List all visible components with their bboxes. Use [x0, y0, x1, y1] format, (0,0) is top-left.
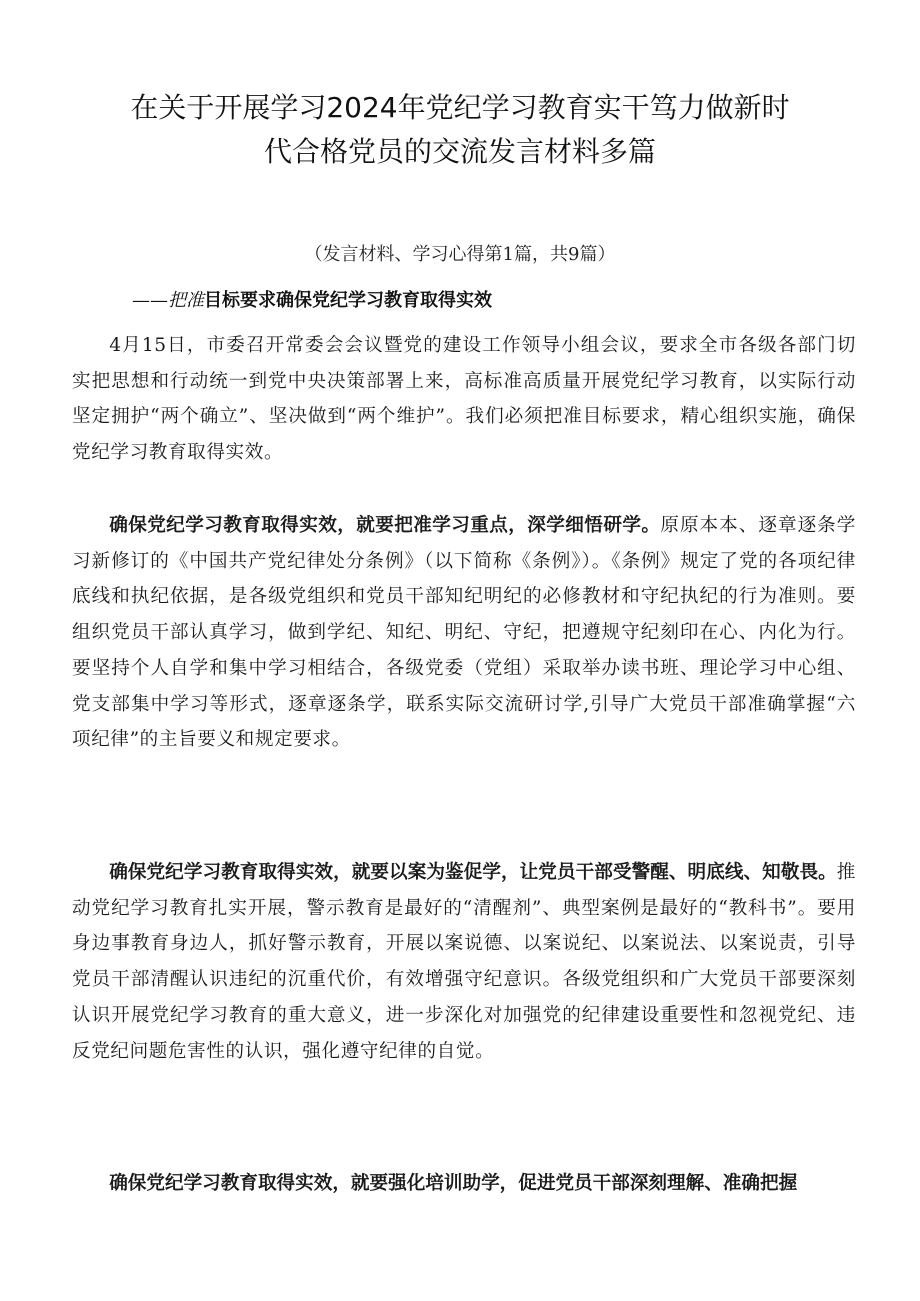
section-heading-text: 目标要求确保党纪学习教育取得实效 [204, 290, 492, 311]
document-title-line-1: 在关于开展学习2024年党纪学习教育实干笃力做新时 [130, 91, 790, 124]
paragraph-2 [72, 508, 856, 758]
paragraph-3-text: 推动党纪学习教育扎实开展，警示教育是最好的“清醒剂”、典型案例是最好的“教科书”。要用身边事教育身边人，抓好警示教育，开展以案说德、以案说纪、以案说法、以案说责，引导党员干部清醒认识违纪的沉重代价，有效增强守纪意识。各级党组织和广大党员干部要深刻认识开展党纪学习教育的重大意义，进一步深化对加强党的纪律建设重要性和忽视党纪、违反党纪问题危害性的认识，强化遵守纪律的自觉。 [72, 862, 856, 1062]
section-heading-dash: —— [132, 290, 168, 311]
paragraph-2-text: 原原本本、逐章逐条学习新修订的《中国共产党纪律处分条例》（以下简称《条例》）。《条例》规定了党的各项纪律底线和执纪依据，是各级党组织和党员干部知纪明纪的必修教材和守纪执纪的行为准则。要组织党员干部认真学习，做到学纪、知纪、明纪、守纪，把遵规守纪刻印在心、内化为行。要坚持个人自学和集中学习相结合，各级党委（党组）采取举办读书班、理论学习中心组、党支部集中学习等形式，逐章逐条学，联系实际交流研讨学,引导广大党员干部准确掌握“六项纪律”的主旨要义和规定要求。 [72, 515, 856, 751]
paragraph-3 [72, 855, 856, 1069]
document-title-line-2: 代合格党员的交流发言材料多篇 [263, 135, 656, 168]
document-subtitle: （发言材料、学习心得第1篇，共9篇） [304, 244, 616, 265]
paragraph-3-lead: 确保党纪学习教育取得实效，就要以案为鉴促学，让党员干部受警醒、明底线、知敬畏。 [109, 862, 837, 883]
paragraph-2-lead: 确保党纪学习教育取得实效，就要把准学习重点，深学细悟研学。 [109, 515, 661, 536]
paragraph-1-text: 4月15日，市委召开常委会会议暨党的建设工作领导小组会议，要求全市各级各部门切实把思想和行动统一到党中央决策部署上来，高标准高质量开展党纪学习教育，以实际行动坚定拥护“两个确立”、坚决做到“两个维护”。我们必须把准目标要求，精心组织实施，确保党纪学习教育取得实效。 [72, 335, 856, 464]
section-heading-lead: 把准 [168, 290, 204, 311]
paragraph-4-lead: 确保党纪学习教育取得实效，就要强化培训助学，促进党员干部深刻理解、准确把握 [109, 1173, 798, 1194]
section-heading [132, 286, 852, 316]
paragraph-1 [72, 328, 856, 471]
paragraph-4 [72, 1166, 856, 1202]
